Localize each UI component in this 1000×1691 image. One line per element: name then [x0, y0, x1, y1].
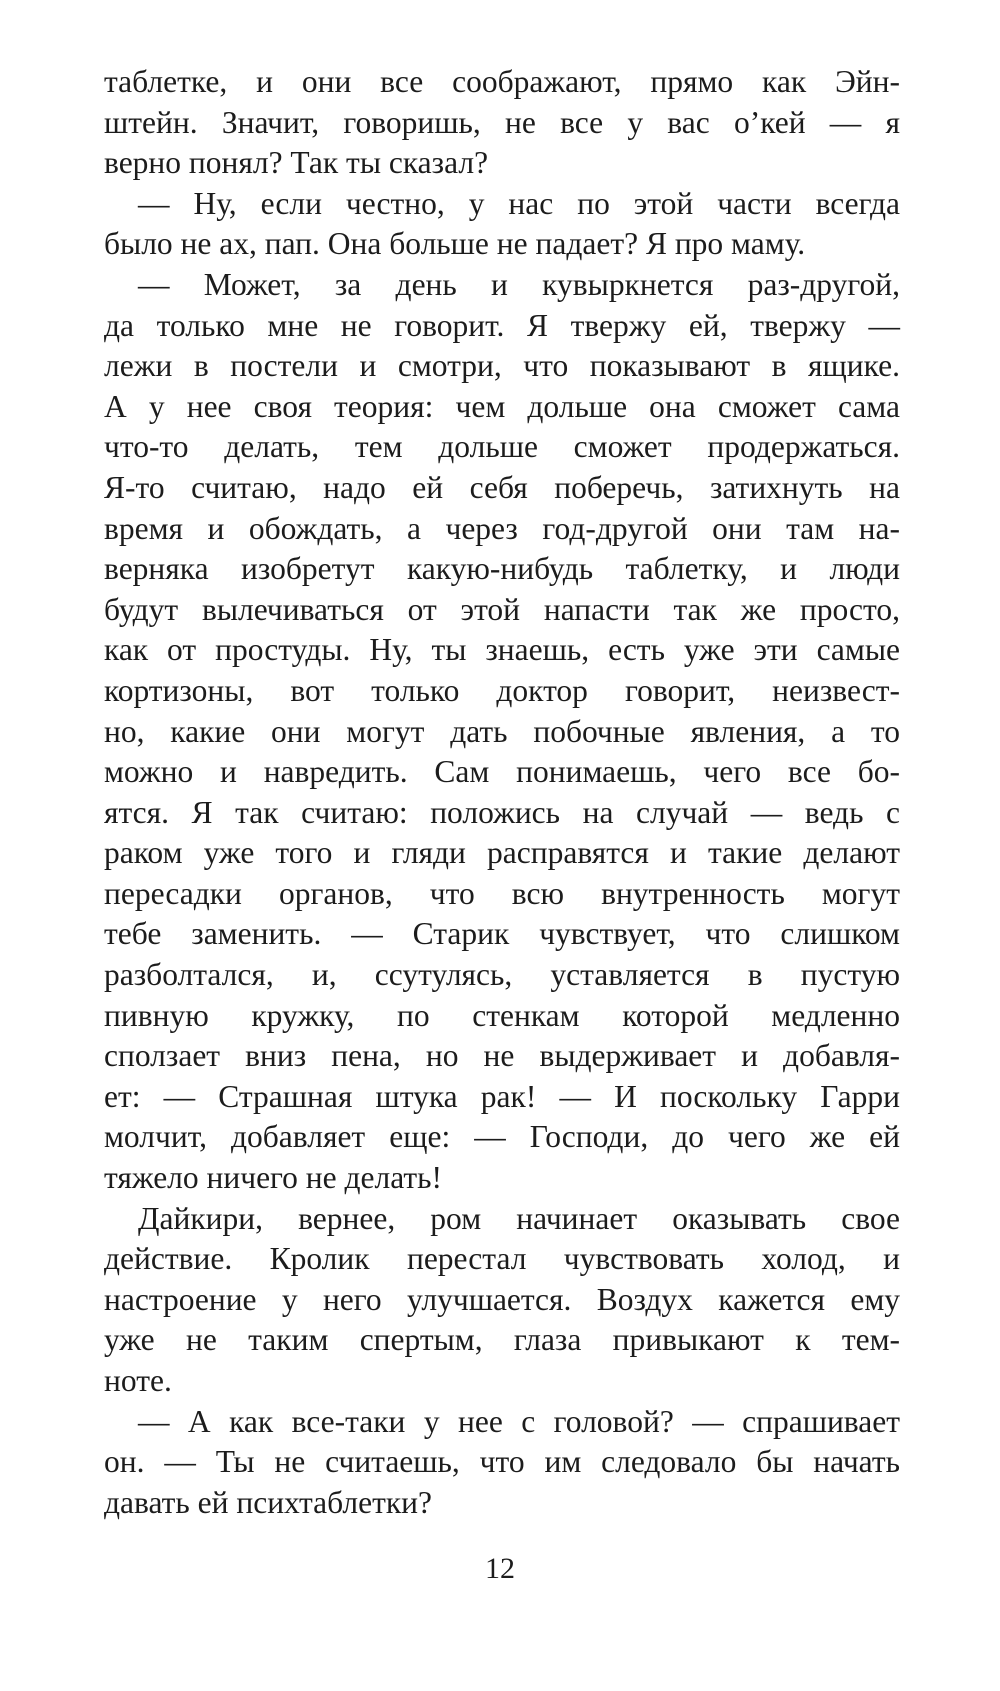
text-line: А у нее своя теория: чем дольше она сможет сама — [104, 388, 900, 424]
text-line: таблетке, и они все соображают, прямо как Эйн- — [104, 64, 900, 99]
text-line: можно и навредить. Сам понимаешь, чего все бо- — [104, 754, 900, 790]
text-line: но, какие они могут дать побочные явления, а то — [104, 713, 900, 749]
text-line: разболтался, и, ссутулясь, уставляется в пустую — [104, 957, 900, 993]
text-line: Дайкири, вернее, ром начинает оказывать свое — [138, 1200, 900, 1236]
text-line: раком уже того и гляди расправятся и такие делают — [104, 835, 900, 871]
text-line: пивную кружку, по стенкам которой медленно — [104, 997, 900, 1033]
text-line: давать ей психтаблетки? — [104, 1484, 432, 1520]
text-line: было не ах, пап. Она больше не падает? Я про маму. — [104, 226, 806, 262]
text-line: ет: — Страшная штука рак! — И поскольку Гарри — [104, 1078, 900, 1114]
text-line: Я-то считаю, надо ей себя поберечь, затихнуть на — [104, 469, 900, 505]
text-line: ноте. — [104, 1363, 172, 1398]
text-line: будут вылечиваться от этой напасти так же просто, — [104, 591, 900, 627]
text-line: верняка изобретут какую-нибудь таблетку, и люди — [104, 551, 900, 587]
text-line: кортизоны, вот только доктор говорит, неизвест- — [104, 672, 900, 708]
text-line: верно понял? Так ты сказал? — [104, 145, 489, 181]
text-line: да только мне не говорит. Я твержу ей, твержу — — [104, 307, 900, 343]
text-line: молчит, добавляет еще: — Господи, до чего же ей — [104, 1119, 900, 1155]
page-number: 12 — [485, 1552, 515, 1585]
text-line: сползает вниз пена, но не выдерживает и добавля- — [104, 1038, 900, 1074]
text-line: пересадки органов, что всю внутренность могут — [104, 875, 900, 911]
text-line: как от простуды. Ну, ты знаешь, есть уже эти самые — [104, 632, 900, 668]
text-line: настроение у него улучшается. Воздух кажется ему — [104, 1281, 900, 1317]
text-line: он. — Ты не считаешь, что им следовало бы начать — [104, 1444, 900, 1480]
text-line: — Может, за день и кувыркнется раз-другой, — [138, 266, 900, 302]
text-line: действие. Кролик перестал чувствовать холод, и — [104, 1241, 900, 1277]
text-line: ятся. Я так считаю: положись на случай — ведь с — [104, 794, 900, 830]
text-line: — Ну, если честно, у нас по этой части всегда — [138, 185, 900, 221]
text-line: тебе заменить. — Старик чувствует, что слишком — [104, 916, 900, 952]
text-line: лежи в постели и смотри, что показывают в ящике. — [104, 348, 900, 384]
text-line: время и обождать, а через год-другой они там на- — [104, 510, 900, 546]
text-line: тяжело ничего не делать! — [104, 1160, 443, 1196]
text-line: штейн. Значит, говоришь, не все у вас о’кей — я — [104, 104, 900, 140]
text-line: уже не таким спертым, глаза привыкают к тем- — [104, 1322, 900, 1358]
text-line: что-то делать, тем дольше сможет продержаться. — [104, 429, 900, 465]
text-line: — А как все-таки у нее с головой? — спрашивает — [138, 1403, 900, 1439]
body-text — [104, 62, 900, 1523]
